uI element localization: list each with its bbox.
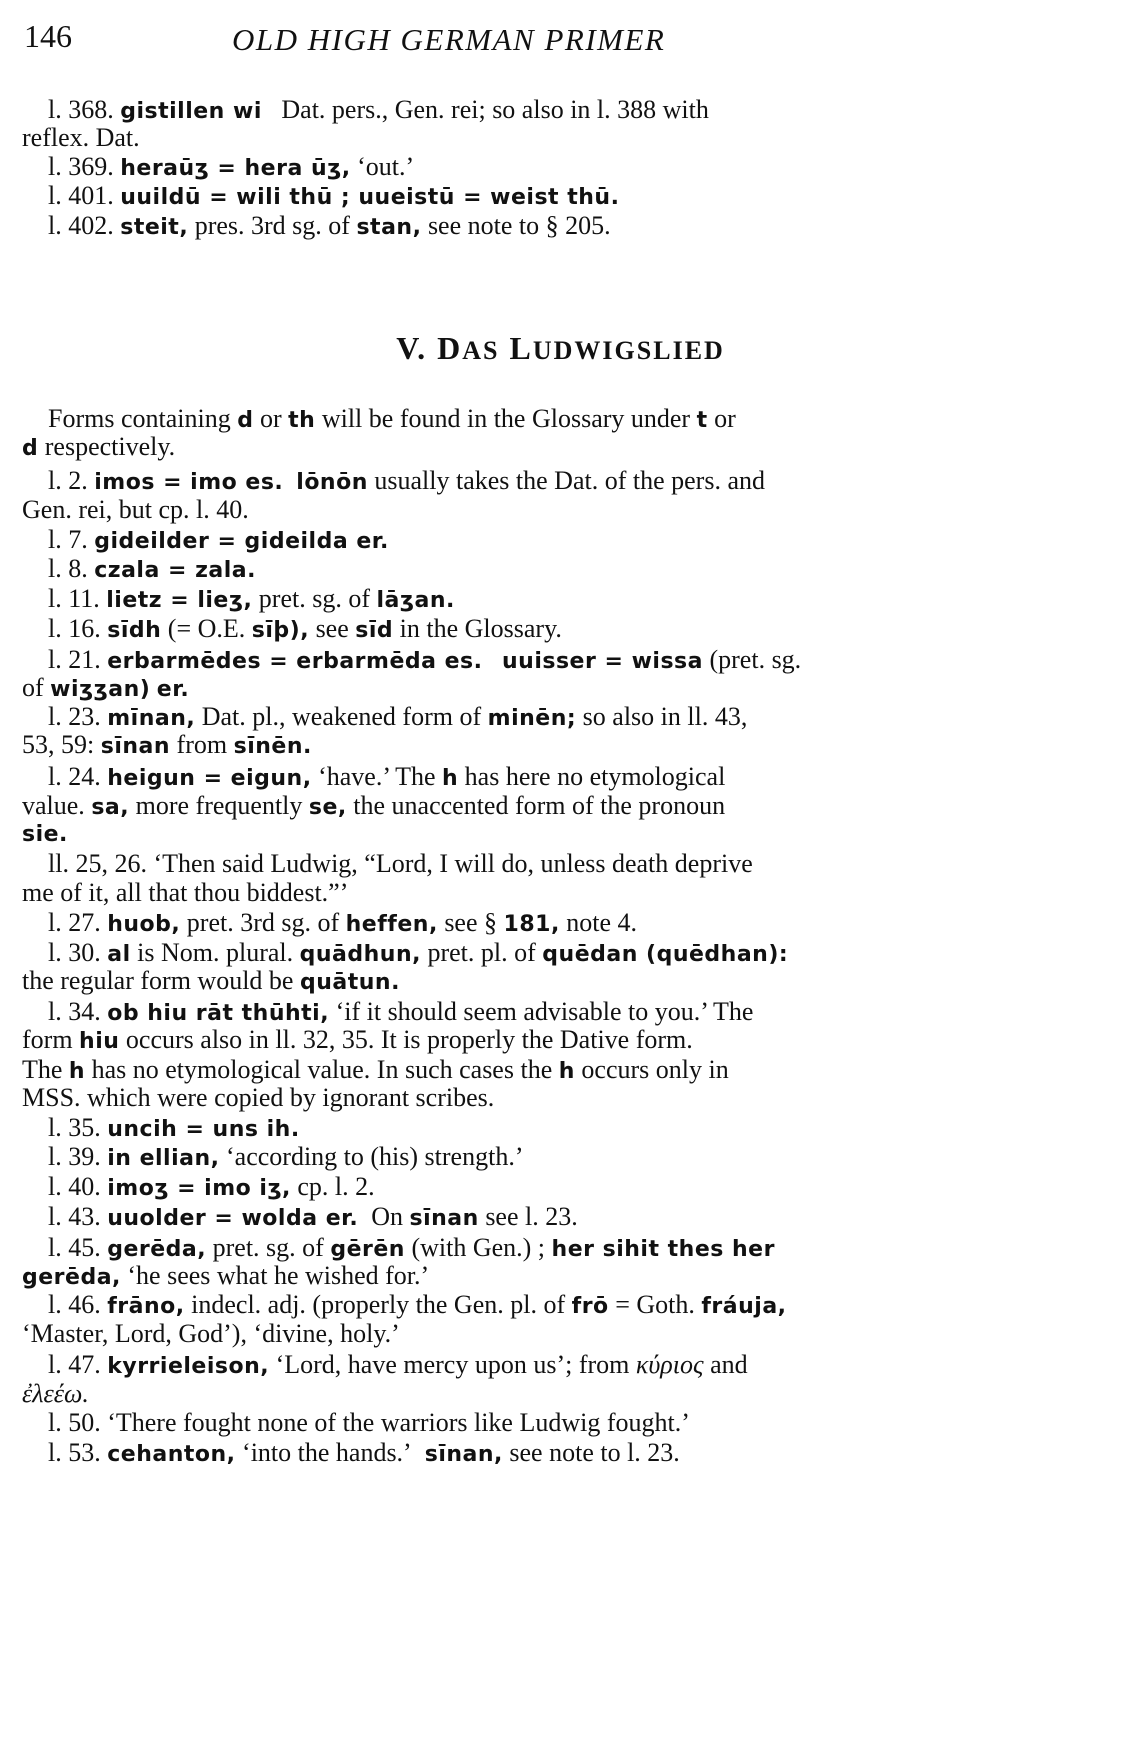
note-line bbox=[22, 1202, 958, 1234]
bold-term: sīnan bbox=[409, 1206, 479, 1231]
text-run bbox=[0, 330, 1121, 367]
text-run: pret. sg. of bbox=[258, 584, 370, 613]
text-run: ‘have.’ The bbox=[318, 762, 436, 791]
note-line bbox=[22, 495, 932, 525]
text-run: l. 50. ‘There fought none of the warriors like Ludwig fought.’ bbox=[48, 1408, 690, 1437]
bold-term: sīdh bbox=[107, 618, 162, 643]
bold-term: hiu bbox=[79, 1029, 120, 1054]
text-run: D bbox=[437, 330, 463, 366]
text-run: pret. 3rd sg. of bbox=[186, 908, 340, 937]
bold-term: gerēda, bbox=[107, 1237, 207, 1262]
note-line bbox=[22, 1408, 958, 1438]
bold-term: lōnōn bbox=[296, 470, 368, 495]
text-run: reflex. Dat. bbox=[22, 123, 140, 152]
note-line bbox=[22, 908, 958, 940]
bold-term: kyrrieleison, bbox=[107, 1354, 270, 1379]
note-line bbox=[22, 1290, 958, 1322]
note-line bbox=[22, 818, 932, 850]
note-line bbox=[22, 1083, 932, 1113]
bold-term: h bbox=[558, 1059, 575, 1084]
text-run: l. 40. bbox=[48, 1172, 101, 1201]
text-run: ‘he sees what he wished for.’ bbox=[127, 1261, 430, 1290]
text-run: l. 368. bbox=[48, 95, 114, 124]
note-line bbox=[22, 1438, 958, 1470]
bold-term: gistillen wi bbox=[120, 99, 262, 124]
bold-term: sīnēn. bbox=[233, 734, 312, 759]
text-run: L bbox=[509, 330, 533, 366]
text-run: ‘out.’ bbox=[357, 152, 415, 181]
text-run: ‘according to (his) strength.’ bbox=[226, 1142, 524, 1171]
text-run: the unaccented form of the pronoun bbox=[353, 791, 726, 820]
text-run: l. 46. bbox=[48, 1290, 101, 1319]
text-run: pres. 3rd sg. of bbox=[194, 211, 350, 240]
text-run: On bbox=[371, 1202, 403, 1231]
text-run: occurs also in ll. 32, 35. It is properly the Dative form. bbox=[125, 1025, 693, 1054]
text-run: the regular form would be bbox=[22, 966, 294, 995]
text-run: l. 43. bbox=[48, 1202, 101, 1231]
bold-term: quātun. bbox=[299, 970, 400, 995]
running-header bbox=[12, 18, 1012, 68]
text-run: l. 34. bbox=[48, 997, 101, 1026]
text-run: occurs only in bbox=[581, 1055, 729, 1084]
bold-term: huob, bbox=[107, 912, 181, 937]
note-line bbox=[22, 152, 958, 184]
text-run: has no etymological value. In such cases the bbox=[91, 1055, 553, 1084]
text-run: ‘into the hands.’ bbox=[242, 1438, 412, 1467]
note-line bbox=[22, 181, 958, 213]
bold-term: heffen, bbox=[345, 912, 438, 937]
text-run: l. 23. bbox=[48, 702, 101, 731]
text-run: or bbox=[714, 404, 736, 433]
bold-term: al bbox=[107, 942, 131, 967]
bold-term: fráuja, bbox=[701, 1294, 787, 1319]
bold-term: gerēda, bbox=[22, 1265, 121, 1290]
bold-term: steit, bbox=[120, 215, 189, 240]
bold-term: quēdan (quēdhan): bbox=[542, 942, 789, 967]
text-run: l. 402. bbox=[48, 211, 114, 240]
text-run: l. 369. bbox=[48, 152, 114, 181]
text-run: cp. l. 2. bbox=[297, 1172, 375, 1201]
text-run: Dat. pl., weakened form of bbox=[201, 702, 482, 731]
bold-term: h bbox=[442, 766, 459, 791]
bold-term: frō bbox=[571, 1294, 609, 1319]
note-line bbox=[22, 878, 932, 908]
note-line bbox=[22, 1379, 932, 1409]
text-run: usually takes the Dat. of the pers. and bbox=[374, 466, 765, 495]
note-line bbox=[22, 1025, 932, 1057]
text-run: in the Glossary. bbox=[399, 614, 562, 643]
text-run: so also in ll. 43, bbox=[582, 702, 748, 731]
text-run: (= O.E. bbox=[167, 614, 246, 643]
bold-term: erbarmēdes = erbarmēda es. bbox=[107, 649, 483, 674]
bold-term: sīd bbox=[355, 618, 394, 643]
bold-term: in ellian, bbox=[107, 1146, 220, 1171]
text-run: UDWIGSLIED bbox=[532, 336, 725, 365]
text-run: (pret. sg. bbox=[709, 645, 802, 674]
note-line bbox=[22, 1172, 958, 1204]
bold-term: imoʒ = imo iʒ, bbox=[107, 1176, 291, 1201]
note-line bbox=[22, 432, 932, 464]
text-run: see § bbox=[444, 908, 498, 937]
bold-term: uuisser = wissa bbox=[502, 649, 703, 674]
bold-term: frāno, bbox=[107, 1294, 185, 1319]
text-run: ll. 25, 26. ‘Then said Ludwig, “Lord, I will do, unless death deprive bbox=[48, 849, 753, 878]
text-run: and bbox=[710, 1350, 748, 1379]
bold-term: wiʒʒan) bbox=[50, 677, 151, 702]
text-run: Gen. rei, but cp. l. 40. bbox=[22, 495, 249, 524]
bold-term: heigun = eigun, bbox=[107, 766, 312, 791]
section-heading bbox=[0, 330, 1121, 367]
text-run: has here no etymological bbox=[464, 762, 726, 791]
note-line bbox=[22, 966, 932, 998]
note-line bbox=[22, 1261, 932, 1293]
note-line bbox=[22, 1113, 958, 1145]
text-run: = Goth. bbox=[615, 1290, 695, 1319]
bold-term: her sihit thes her bbox=[551, 1237, 775, 1262]
bold-term: sie. bbox=[22, 822, 68, 847]
bold-term: lāʒan. bbox=[376, 588, 455, 613]
note-line bbox=[22, 614, 958, 646]
text-run: The bbox=[22, 1055, 63, 1084]
bold-term: 181, bbox=[503, 912, 560, 937]
text-run: l. 27. bbox=[48, 908, 101, 937]
text-run: MSS. which were copied by ignorant scribes. bbox=[22, 1083, 495, 1112]
text-run: value. bbox=[22, 791, 85, 820]
text-run: l. 39. bbox=[48, 1142, 101, 1171]
bold-term: d bbox=[237, 408, 254, 433]
text-run: from bbox=[176, 730, 228, 759]
bold-term: ob hiu rāt thūhti, bbox=[107, 1001, 330, 1026]
text-run: l. 53. bbox=[48, 1438, 101, 1467]
note-line bbox=[22, 762, 958, 794]
bold-term: sa, bbox=[91, 795, 130, 820]
text-run: more frequently bbox=[135, 791, 303, 820]
bold-term: th bbox=[288, 408, 316, 433]
note-line bbox=[22, 525, 958, 557]
text-run: l. 7. bbox=[48, 525, 88, 554]
note-line bbox=[22, 211, 958, 243]
bold-term: stan, bbox=[356, 215, 422, 240]
page-number: 146 bbox=[24, 18, 72, 54]
text-run: l. 401. bbox=[48, 181, 114, 210]
text-run: l. 30. bbox=[48, 938, 101, 967]
bold-term: uuildū = wili thū ; uueistū = weist thū. bbox=[120, 185, 620, 210]
greek-word: ἐλεέω. bbox=[22, 1379, 89, 1408]
bold-term: gideilder = gideilda er. bbox=[94, 529, 389, 554]
note-line bbox=[22, 466, 958, 498]
greek-word: κύριος bbox=[635, 1350, 704, 1379]
text-run: (with Gen.) ; bbox=[411, 1233, 546, 1262]
bold-term: imos = imo es. bbox=[94, 470, 284, 495]
text-run: l. 2. bbox=[48, 466, 88, 495]
text-run: l. 8. bbox=[48, 554, 88, 583]
text-run: l. 47. bbox=[48, 1350, 101, 1379]
text-run: see note to § 205. bbox=[427, 211, 611, 240]
text-run: Dat. pers., Gen. rei; so also in l. 388 with bbox=[281, 95, 709, 124]
text-run: form bbox=[22, 1025, 73, 1054]
bold-term: quādhun, bbox=[299, 942, 421, 967]
text-run: l. 11. bbox=[48, 584, 100, 613]
bold-term: uuolder = wolda er. bbox=[107, 1206, 359, 1231]
text-run: or bbox=[259, 404, 282, 433]
bold-term: mīnan, bbox=[107, 706, 196, 731]
bold-term: er. bbox=[156, 677, 190, 702]
text-run: AS bbox=[462, 336, 500, 365]
bold-term: se, bbox=[308, 795, 347, 820]
text-run: is Nom. plural. bbox=[137, 938, 294, 967]
bold-term: sīnan bbox=[100, 734, 171, 759]
text-run: note 4. bbox=[566, 908, 638, 937]
bold-term: t bbox=[696, 408, 708, 433]
note-line bbox=[22, 1142, 958, 1174]
text-run: ‘Master, Lord, God’), ‘divine, holy.’ bbox=[22, 1319, 400, 1348]
text-run: 53, 59: bbox=[22, 730, 95, 759]
text-run: see bbox=[315, 614, 349, 643]
text-run: respectively. bbox=[44, 432, 176, 461]
running-title: OLD HIGH GERMAN PRIMER bbox=[232, 22, 666, 57]
note-line bbox=[22, 730, 932, 762]
text-run: l. 24. bbox=[48, 762, 101, 791]
text-run: of bbox=[22, 673, 44, 702]
text-run: l. 45. bbox=[48, 1233, 101, 1262]
note-line bbox=[22, 1319, 932, 1349]
text-run: ‘if it should seem advisable to you.’ The bbox=[335, 997, 754, 1026]
bold-term: minēn; bbox=[487, 706, 577, 731]
text-run: see note to l. 23. bbox=[509, 1438, 680, 1467]
text-run: pret. sg. of bbox=[212, 1233, 324, 1262]
text-run: see l. 23. bbox=[485, 1202, 578, 1231]
bold-term: lietz = lieʒ, bbox=[106, 588, 253, 613]
text-run: will be found in the Glossary under bbox=[321, 404, 691, 433]
bold-term: uncih = uns ih. bbox=[107, 1117, 300, 1142]
note-line bbox=[22, 554, 958, 586]
text-run: l. 35. bbox=[48, 1113, 101, 1142]
text-run: pret. pl. of bbox=[427, 938, 536, 967]
bold-term: d bbox=[22, 436, 39, 461]
bold-term: h bbox=[68, 1059, 86, 1084]
bold-term: czala = zala. bbox=[94, 558, 256, 583]
bold-term: cehanton, bbox=[107, 1442, 236, 1467]
text-run: l. 16. bbox=[48, 614, 101, 643]
bold-term: heraūʒ = hera ūʒ, bbox=[120, 156, 351, 181]
note-line bbox=[22, 123, 932, 153]
bold-term: gērēn bbox=[330, 1237, 405, 1262]
text-run: Forms containing bbox=[48, 404, 231, 433]
text-run: ‘Lord, have mercy upon us’; from bbox=[275, 1350, 630, 1379]
text-run: indecl. adj. (properly the Gen. pl. of bbox=[191, 1290, 566, 1319]
text-run: V. bbox=[396, 330, 428, 366]
note-line bbox=[22, 849, 958, 879]
note-line bbox=[22, 673, 932, 705]
note-line bbox=[22, 1350, 958, 1382]
bold-term: sīnan, bbox=[424, 1442, 503, 1467]
text-run: me of it, all that thou biddest.”’ bbox=[22, 878, 349, 907]
text-run: l. 21. bbox=[48, 645, 101, 674]
bold-term: sīþ), bbox=[251, 618, 310, 643]
note-line bbox=[22, 584, 958, 616]
